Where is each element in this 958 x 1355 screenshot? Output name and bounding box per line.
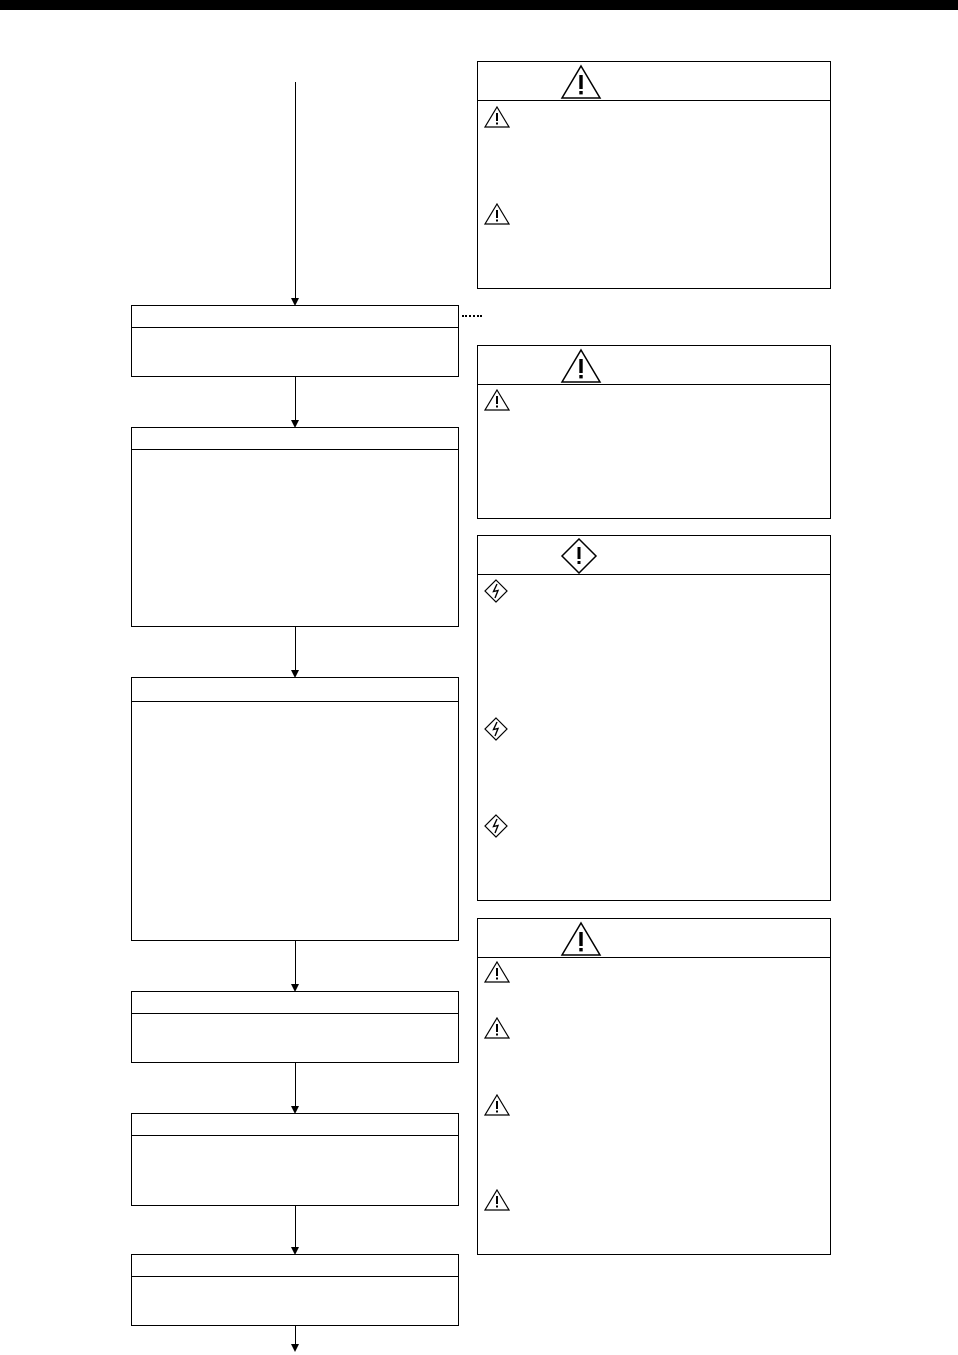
warning-triangle-icon	[484, 1094, 510, 1116]
flow-step-1	[131, 305, 459, 377]
flow-arrowhead	[291, 1344, 299, 1352]
flow-step-body	[132, 328, 458, 336]
warning-triangle-icon	[560, 348, 602, 384]
flow-connector	[295, 941, 296, 984]
flow-step-heading	[132, 428, 458, 450]
warning-triangle-icon	[484, 203, 510, 225]
electric-shock-diamond-icon	[484, 717, 508, 741]
flow-connector-exit	[295, 1326, 296, 1344]
panel-header	[478, 919, 830, 958]
flow-step-5	[131, 1113, 459, 1206]
flow-step-body	[132, 702, 458, 710]
warning-triangle-icon	[484, 961, 510, 983]
electric-shock-diamond-icon	[484, 579, 508, 603]
flow-step-heading	[132, 306, 458, 328]
flow-step-body	[132, 1014, 458, 1022]
flow-step-3	[131, 677, 459, 941]
flow-step-6	[131, 1254, 459, 1326]
caution-panel-1	[477, 61, 831, 289]
panel-header	[478, 536, 830, 575]
warning-triangle-icon	[484, 106, 510, 128]
panel-header	[478, 346, 830, 385]
warning-triangle-icon	[484, 1017, 510, 1039]
flow-step-body	[132, 1277, 458, 1285]
flow-connector	[295, 377, 296, 420]
flow-step-heading	[132, 678, 458, 702]
electric-shock-panel	[477, 535, 831, 901]
flow-step-body	[132, 450, 458, 458]
flow-step-heading	[132, 1255, 458, 1277]
flow-step-heading	[132, 1114, 458, 1136]
flow-connector	[295, 1206, 296, 1247]
flow-step-2	[131, 427, 459, 627]
warning-diamond-icon	[560, 538, 598, 574]
flow-connector-entry	[295, 82, 296, 298]
electric-shock-diamond-icon	[484, 814, 508, 838]
warning-triangle-icon	[560, 64, 602, 100]
dotted-leader-line	[462, 315, 482, 317]
caution-panel-3	[477, 918, 831, 1255]
flow-step-heading	[132, 992, 458, 1014]
warning-triangle-icon	[484, 1189, 510, 1211]
flow-connector	[295, 1063, 296, 1106]
caution-panel-2	[477, 345, 831, 519]
warning-triangle-icon	[484, 389, 510, 411]
flow-step-body	[132, 1136, 458, 1144]
flow-step-4	[131, 991, 459, 1063]
warning-triangle-icon	[560, 921, 602, 957]
page-top-rule	[0, 0, 958, 10]
flow-connector	[295, 627, 296, 670]
panel-header	[478, 62, 830, 101]
